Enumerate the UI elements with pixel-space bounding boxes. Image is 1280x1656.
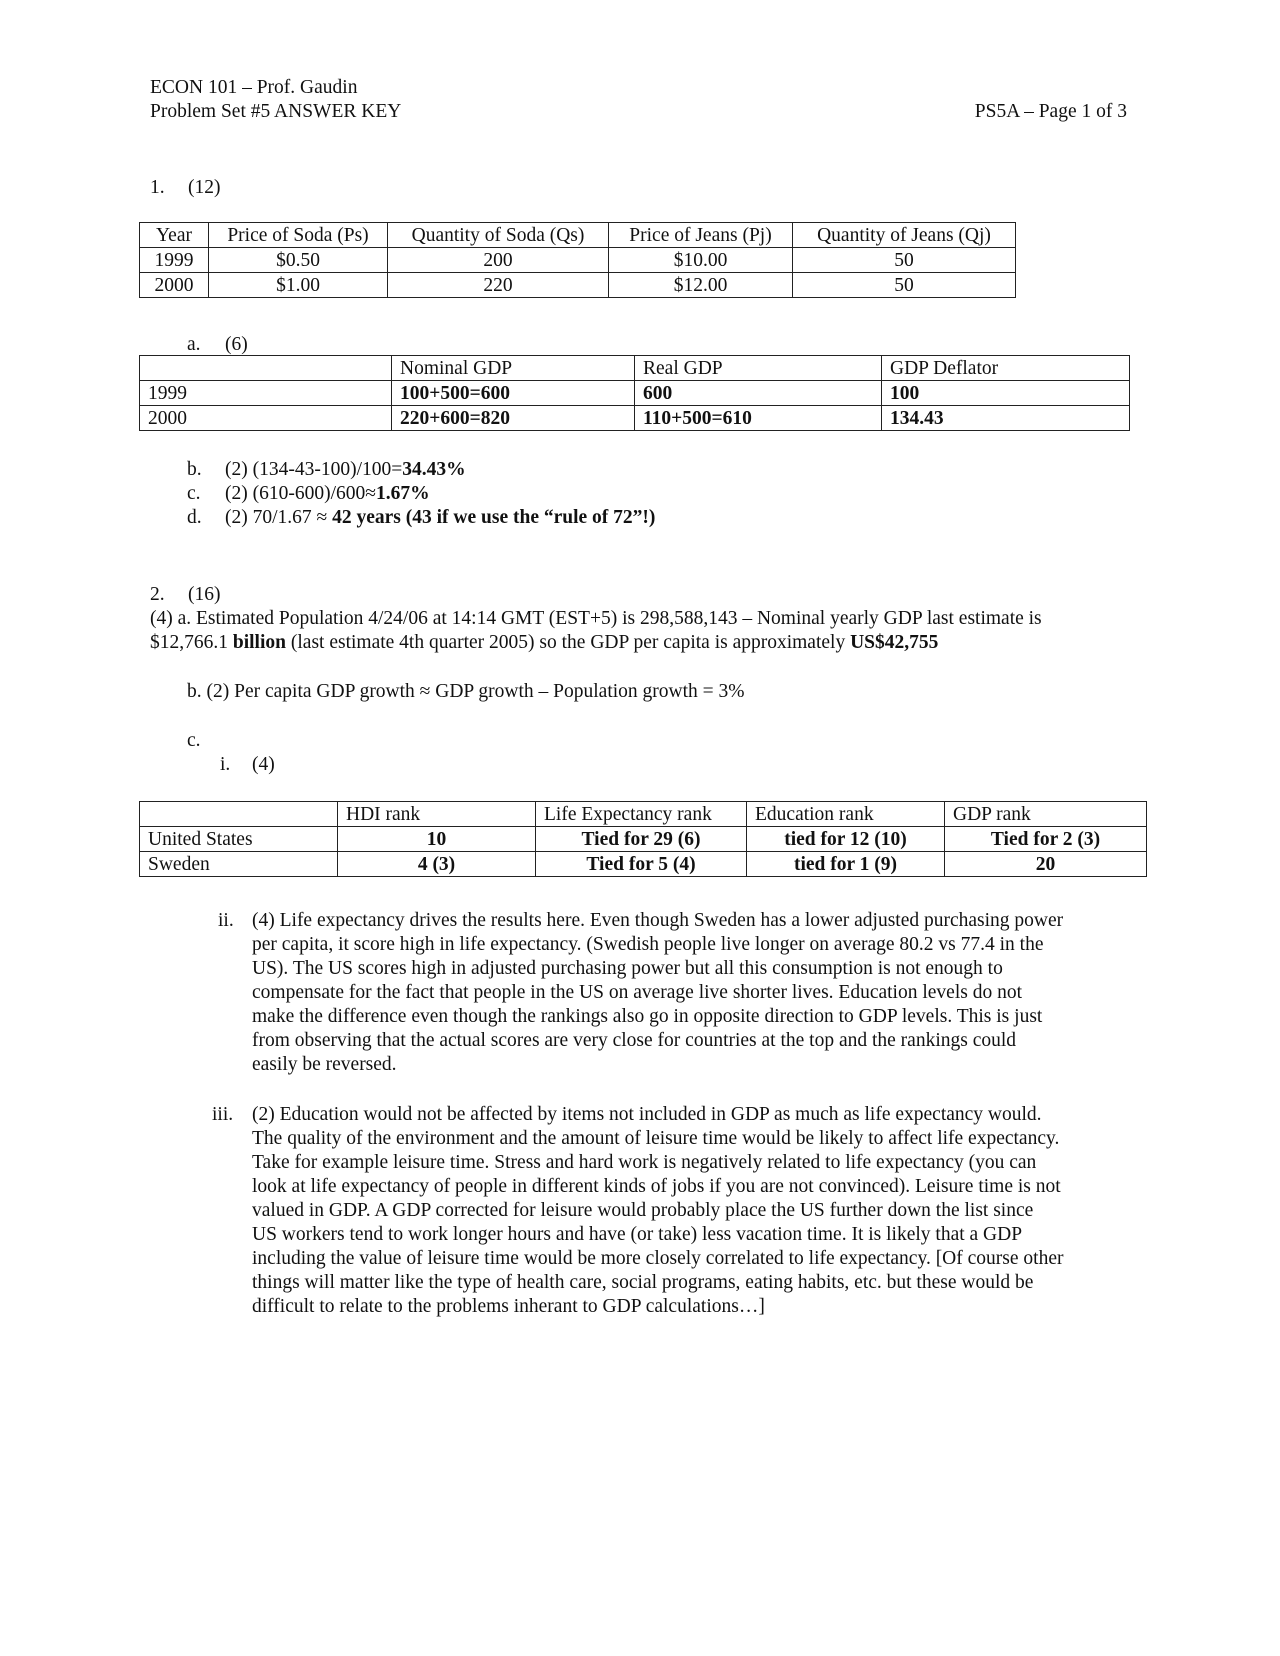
table-row bbox=[140, 827, 1147, 852]
table-cell: 1999 bbox=[140, 248, 209, 273]
q2ciii-paragraph bbox=[252, 1103, 1063, 1319]
q1b-letter: b. bbox=[187, 459, 202, 480]
table-row bbox=[140, 852, 1147, 877]
table-header-cell: GDP Deflator bbox=[882, 356, 1130, 381]
table-cell: 220+600=820 bbox=[392, 406, 635, 431]
q2c-letter: c. bbox=[187, 730, 201, 751]
table-cell: $12.00 bbox=[609, 273, 793, 298]
q1c-letter: c. bbox=[187, 483, 201, 504]
paragraph-line: make the difference even though the rankings also go in opposite direction to GDP levels. This is just bbox=[252, 1006, 1043, 1027]
table-header-cell: Nominal GDP bbox=[392, 356, 635, 381]
q1-number: 1. bbox=[150, 177, 165, 198]
table-header-cell: Life Expectancy rank bbox=[536, 802, 747, 827]
table-cell: 10 bbox=[338, 827, 536, 852]
q2a-line2 bbox=[150, 631, 938, 655]
paragraph-line: look at life expectancy of people in different kinds of jobs if you are not convinced). Leisure time is not bbox=[252, 1176, 1061, 1197]
paragraph-line: from observing that the actual scores are very close for countries at the top and the rankings could bbox=[252, 1030, 1017, 1051]
table-cell: 110+500=610 bbox=[635, 406, 882, 431]
q1c-result: 1.67% bbox=[375, 483, 430, 504]
table-cell: 4 (3) bbox=[338, 852, 536, 877]
q2ci-label: i. bbox=[220, 754, 231, 775]
table-header-cell: Year bbox=[140, 223, 209, 248]
table-header-row bbox=[140, 223, 1016, 248]
table-cell: 200 bbox=[388, 248, 609, 273]
paragraph-line: The quality of the environment and the amount of leisure time would be likely to affect life expectancy. bbox=[252, 1128, 1060, 1149]
q2b-answer: b. (2) Per capita GDP growth ≈ GDP growth – Population growth = 3% bbox=[187, 681, 745, 702]
table-cell: 50 bbox=[793, 248, 1016, 273]
table-cell: $10.00 bbox=[609, 248, 793, 273]
table-cell: $0.50 bbox=[209, 248, 388, 273]
q1b-result: 34.43% bbox=[402, 459, 466, 480]
table-row bbox=[140, 381, 1130, 406]
q1b-work: (2) (134-43-100)/100= bbox=[225, 459, 403, 480]
q1-price-quantity-table bbox=[139, 222, 1016, 298]
table-header-cell: Quantity of Jeans (Qj) bbox=[793, 223, 1016, 248]
paragraph-line: things will matter like the type of health care, social programs, eating habits, etc. but these would be bbox=[252, 1272, 1034, 1293]
table-cell: 100+500=600 bbox=[392, 381, 635, 406]
table-cell: tied for 12 (10) bbox=[747, 827, 945, 852]
table-header-cell: GDP rank bbox=[945, 802, 1147, 827]
q1d-letter: d. bbox=[187, 507, 202, 528]
table-cell: 2000 bbox=[140, 273, 209, 298]
paragraph-line: per capita, it score high in life expectancy. (Swedish people live longer on average 80.2 vs 77.4 in the bbox=[252, 934, 1044, 955]
q2ciii-label: iii. bbox=[212, 1104, 234, 1125]
table-header-cell bbox=[140, 356, 392, 381]
table-header-row bbox=[140, 356, 1130, 381]
paragraph-line: difficult to relate to the problems inherant to GDP calculations…] bbox=[252, 1296, 765, 1317]
table-header-cell bbox=[140, 802, 338, 827]
q2ci-rank-table bbox=[139, 801, 1147, 877]
table-cell: United States bbox=[140, 827, 338, 852]
paragraph-line: Take for example leisure time. Stress and hard work is negatively related to life expectancy (you can bbox=[252, 1152, 1037, 1173]
table-cell: tied for 1 (9) bbox=[747, 852, 945, 877]
q2-number: 2. bbox=[150, 584, 165, 605]
table-header-cell: Education rank bbox=[747, 802, 945, 827]
table-header-cell: Price of Jeans (Pj) bbox=[609, 223, 793, 248]
course-title: ECON 101 – Prof. Gaudin bbox=[150, 77, 358, 98]
table-cell: Tied for 5 (4) bbox=[536, 852, 747, 877]
q1b-answer bbox=[225, 458, 466, 482]
table-row bbox=[140, 406, 1130, 431]
q1a-points: (6) bbox=[225, 334, 248, 355]
document-title: Problem Set #5 ANSWER KEY bbox=[150, 101, 402, 122]
table-cell: 50 bbox=[793, 273, 1016, 298]
paragraph-line: (4) Life expectancy drives the results here. Even though Sweden has a lower adjusted purchasing power bbox=[252, 910, 1064, 931]
table-cell: Sweden bbox=[140, 852, 338, 877]
table-cell: Tied for 2 (3) bbox=[945, 827, 1147, 852]
q1a-letter: a. bbox=[187, 334, 201, 355]
table-header-cell: Price of Soda (Ps) bbox=[209, 223, 388, 248]
q1c-answer bbox=[225, 482, 430, 506]
q2cii-label: ii. bbox=[218, 910, 234, 931]
table-cell: Tied for 29 (6) bbox=[536, 827, 747, 852]
q1d-result: 42 years (43 if we use the “rule of 72”!) bbox=[332, 507, 656, 528]
paragraph-line: (2) Education would not be affected by items not included in GDP as much as life expectancy would. bbox=[252, 1104, 1042, 1125]
paragraph-line: US). The US scores high in adjusted purchasing power but all this consumption is not enough to bbox=[252, 958, 1003, 979]
q1c-work: (2) (610-600)/600≈ bbox=[225, 483, 376, 504]
q2cii-paragraph bbox=[252, 909, 1063, 1077]
table-cell: 600 bbox=[635, 381, 882, 406]
table-header-row bbox=[140, 802, 1147, 827]
table-row bbox=[140, 248, 1016, 273]
q2a-text: $12,766.1 bbox=[150, 632, 233, 653]
table-header-cell: Quantity of Soda (Qs) bbox=[388, 223, 609, 248]
table-cell: 220 bbox=[388, 273, 609, 298]
table-cell: 2000 bbox=[140, 406, 392, 431]
paragraph-line: including the value of leisure time would be more closely correlated to life expectancy. [Of course other bbox=[252, 1248, 1064, 1269]
q2a-result: US$42,755 bbox=[850, 632, 939, 653]
table-cell: 134.43 bbox=[882, 406, 1130, 431]
table-cell: 1999 bbox=[140, 381, 392, 406]
table-row bbox=[140, 273, 1016, 298]
table-header-cell: Real GDP bbox=[635, 356, 882, 381]
paragraph-line: valued in GDP. A GDP corrected for leisure would probably place the US further down the list since bbox=[252, 1200, 1034, 1221]
q2a-line1: (4) a. Estimated Population 4/24/06 at 14:14 GMT (EST+5) is 298,588,143 – Nominal yearly GDP last estimate is bbox=[150, 608, 1042, 629]
paragraph-line: US workers tend to work longer hours and have (or take) less vacation time. It is likely that a GDP bbox=[252, 1224, 1023, 1245]
q2ci-points: (4) bbox=[252, 754, 275, 775]
paragraph-line: easily be reversed. bbox=[252, 1054, 397, 1075]
paragraph-line: compensate for the fact that people in the US on average live shorter lives. Education levels do not bbox=[252, 982, 1023, 1003]
q1d-answer bbox=[225, 506, 655, 530]
q1a-gdp-table bbox=[139, 355, 1130, 431]
table-cell: $1.00 bbox=[209, 273, 388, 298]
page-number: PS5A – Page 1 of 3 bbox=[974, 101, 1127, 122]
q1d-work: (2) 70/1.67 ≈ bbox=[225, 507, 333, 528]
table-cell: 20 bbox=[945, 852, 1147, 877]
q1-points: (12) bbox=[188, 177, 221, 198]
q2a-bold: billion bbox=[232, 632, 286, 653]
q2-points: (16) bbox=[188, 584, 221, 605]
table-cell: 100 bbox=[882, 381, 1130, 406]
table-header-cell: HDI rank bbox=[338, 802, 536, 827]
q2a-text: (last estimate 4th quarter 2005) so the GDP per capita is approximately bbox=[286, 632, 851, 653]
